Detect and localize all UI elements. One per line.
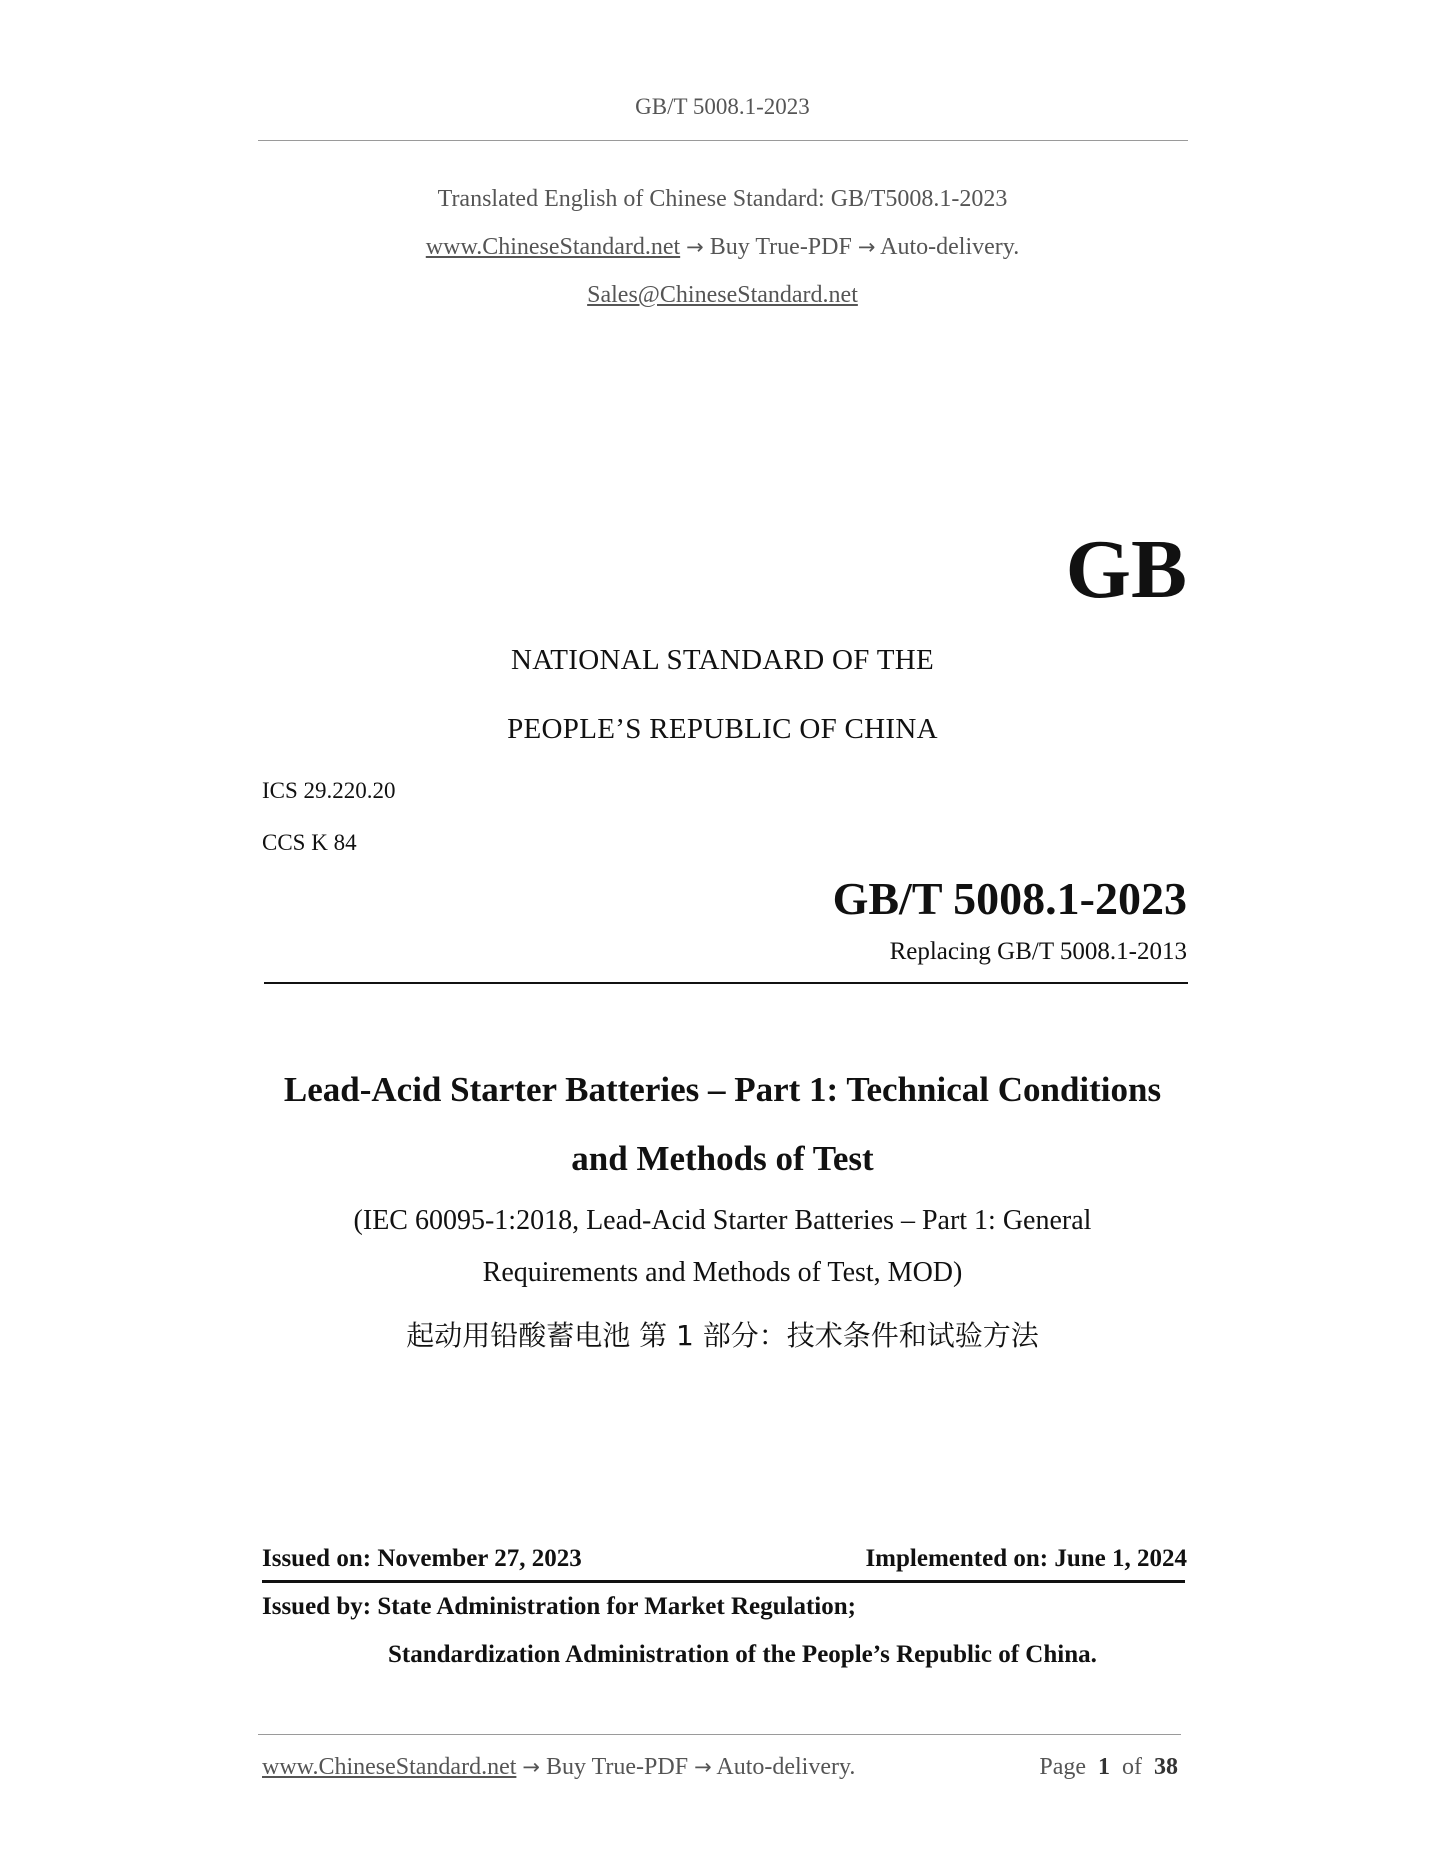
national-standard-line1: NATIONAL STANDARD OF THE: [511, 644, 934, 676]
footer-site-link[interactable]: www.ChineseStandard.net: [262, 1754, 517, 1780]
equivalence-line1: (IEC 60095-1:2018, Lead-Acid Starter Batteries – Part 1: General: [353, 1205, 1092, 1236]
equivalence-line2: Requirements and Methods of Test, MOD): [482, 1257, 963, 1288]
title-line1: Lead-Acid Starter Batteries – Part 1: Technical Conditions: [283, 1070, 1162, 1109]
dates-divider: [262, 1580, 1185, 1583]
issued-on: Issued on: November 27, 2023: [262, 1545, 582, 1572]
gb-mark: GB: [1065, 523, 1187, 616]
arrow-right-icon: →: [522, 1755, 540, 1779]
arrow-right-icon: →: [694, 1755, 712, 1779]
promo-translated-line: Translated English of Chinese Standard: GB/T5008.1-2023: [437, 186, 1008, 212]
standard-number-divider: [264, 982, 1188, 984]
ccs-code: CCS K 84: [262, 830, 357, 855]
replacing-note: Replacing GB/T 5008.1-2013: [889, 938, 1187, 965]
page-current: 1: [1098, 1754, 1110, 1780]
buy-true-pdf-text: Buy True-PDF: [709, 234, 852, 260]
chinese-title: 起动用铅酸蓄电池 第 1 部分：技术条件和试验方法: [406, 1319, 1039, 1352]
sales-email-link[interactable]: Sales@ChineseStandard.net: [587, 282, 858, 308]
auto-delivery-text: Auto-delivery.: [880, 234, 1020, 260]
running-header: GB/T 5008.1-2023: [635, 94, 810, 119]
page-indicator: [1039, 1754, 1178, 1781]
issued-by-line2: Standardization Administration of the People’s Republic of China.: [388, 1641, 1097, 1668]
footer-promo: [262, 1754, 855, 1781]
implemented-on: Implemented on: June 1, 2024: [865, 1545, 1187, 1572]
issued-by-line1: Issued by: State Administration for Market Regulation;: [262, 1593, 856, 1620]
arrow-right-icon: →: [686, 235, 704, 259]
national-standard-line2: PEOPLE’S REPUBLIC OF CHINA: [507, 713, 938, 745]
title-line2: and Methods of Test: [571, 1139, 874, 1178]
site-link[interactable]: www.ChineseStandard.net: [425, 234, 681, 260]
promo-buy-line: [0, 234, 1445, 261]
promo-email-line: [0, 282, 1445, 309]
footer-buy-text: Buy True-PDF: [546, 1754, 689, 1780]
arrow-right-icon: →: [857, 235, 876, 259]
footer-divider: [258, 1734, 1181, 1735]
footer-auto-text: Auto-delivery.: [716, 1754, 856, 1780]
standard-number: GB/T 5008.1-2023: [832, 873, 1187, 924]
header-divider: [258, 140, 1188, 141]
ics-code: ICS 29.220.20: [262, 778, 396, 803]
page-label: Page: [1039, 1754, 1086, 1780]
page-total: 38: [1154, 1754, 1178, 1780]
page-of: of: [1122, 1754, 1142, 1780]
